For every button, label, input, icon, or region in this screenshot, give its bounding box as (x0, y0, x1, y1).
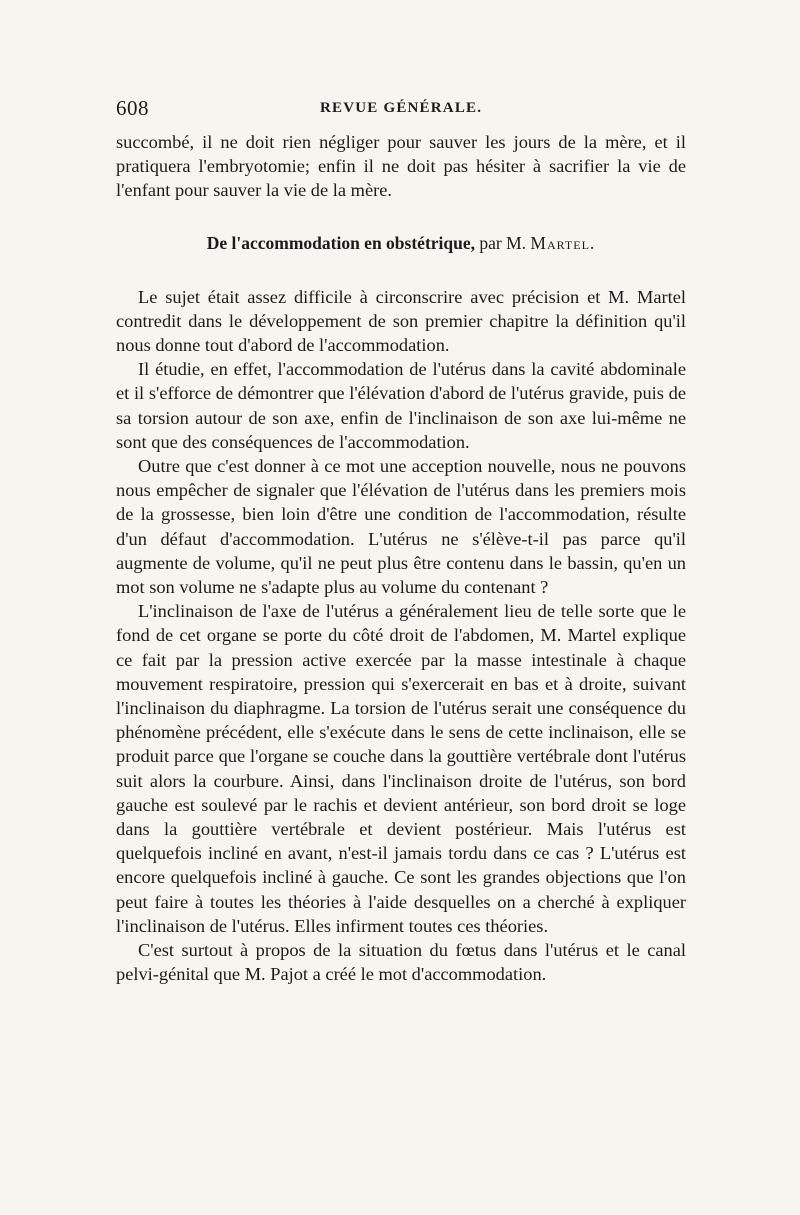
paragraph: Le sujet était assez difficile à circonscrire avec précision et M. Martel contredit dans le développement de son premier chapitre la définition qu'il nous donne tout d'abord de l'accommodation. (116, 286, 686, 356)
page-header (116, 96, 686, 124)
paragraph: Il étudie, en effet, l'accommodation de l'utérus dans la cavité abdominale et il s'efforce de démontrer que l'élévation d'abord de l'utérus gravide, puis de sa torsion autour de son axe, enfin de l'inclinaison de son axe lui-même ne sont que des conséquences de l'accommodation. (116, 359, 686, 452)
paragraph: Outre que c'est donner à ce mot une acception nouvelle, nous ne pouvons nous empêcher de signaler que l'élévation de l'utérus dans les premiers mois de la grossesse, bien loin d'être une condition de l'accommodation, résulte d'un défaut d'accommodation. L'utérus ne s'élève-t-il pas parce qu'il augmente de volume, qu'il ne peut plus être contenu dans le bassin, qu'en un mot son volume ne s'adapte plus au volume du contenant ? (116, 456, 686, 598)
section-title: De l'accommodation en obstétrique, (206, 232, 476, 253)
page-number: 608 (116, 96, 149, 120)
section-heading (116, 231, 686, 255)
body-text (116, 130, 686, 987)
section-author: Martel. (530, 232, 596, 253)
paragraph-continuation: succombé, il ne doit rien négliger pour sauver les jours de la mère, et il pratiquera l'embryotomie; enfin il ne doit pas hésiter à sacrifier la vie de l'enfant pour sauver la vie de la mère. (116, 132, 686, 201)
paragraph: C'est surtout à propos de la situation du fœtus dans l'utérus et le canal pelvi-génital que M. Pajot a créé le mot d'accommodation. (116, 940, 686, 985)
paragraph: L'inclinaison de l'axe de l'utérus a généralement lieu de telle sorte que le fond de cet organe se porte du côté droit de l'abdomen, M. Martel explique ce fait par la pression active exercée par la masse intestinale à chaque mouvement respiratoire, pression qui s'exercerait en bas et à droite, suivant l'inclinaison du diaphragme. La torsion de l'utérus serait une conséquence du phénomène précédent, elle s'exécute dans le sens de cette inclinaison, elle se produit parce que l'organe se couche dans la gouttière vertébrale dont l'utérus suit alors la courbure. Ainsi, dans l'inclinaison droite de l'utérus, son bord gauche est soulevé par le rachis et devient antérieur, son bord droit se loge dans la gouttière vertébrale et devient postérieur. Mais l'utérus est quelquefois incliné en avant, n'est-il jamais tordu dans ce cas ? L'utérus est encore quelquefois incliné à gauche. Ce sont les grandes objections que l'on peut faire à toutes les théories à l'aide desquelles on a cherché à expliquer l'inclinaison de l'utérus. Elles infirment toutes ces théories. (116, 601, 686, 936)
section-by: par M. (479, 232, 527, 253)
running-title: REVUE GÉNÉRALE. (320, 100, 483, 116)
